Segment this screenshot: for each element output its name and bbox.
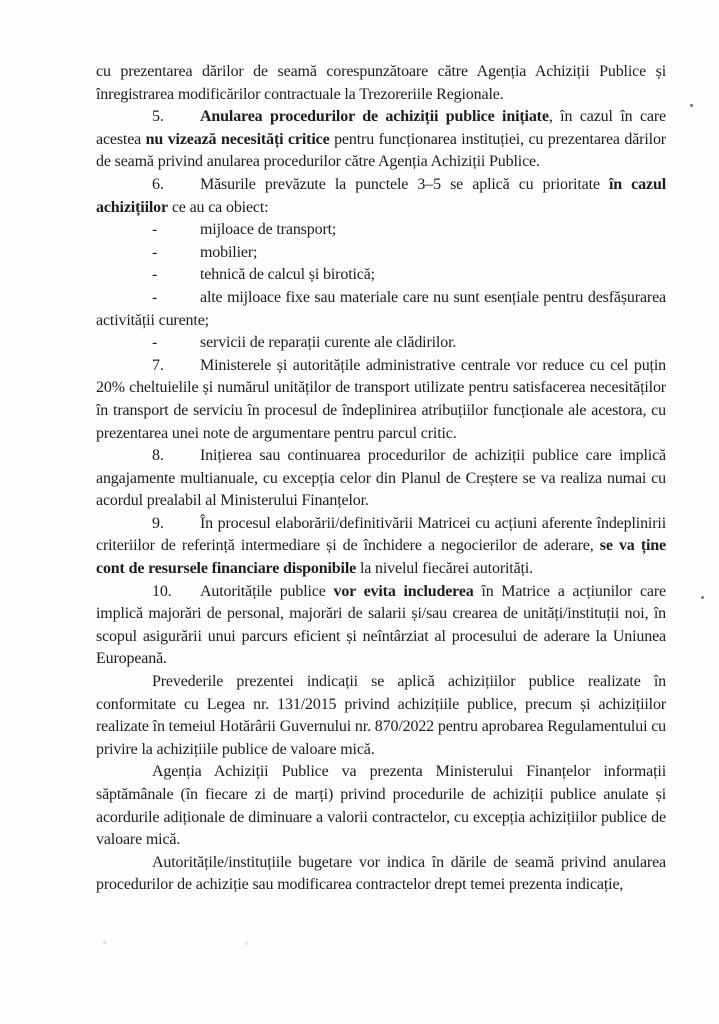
paragraph <box>96 852 666 897</box>
text-run: Măsurile prevăzute la punctele 3–5 se aplică cu prioritate <box>200 175 609 193</box>
text-run: , în cazul în care acestea <box>96 108 666 148</box>
text-run: Agenția Achiziții Publice va prezenta Ministerului Finanțelor informații săptămânale (în fiecare zi de marți) privind procedurile de achiziții publice anulate și acordurile adiționale de diminuare a valorii contractelor, cu excepția achizițiilor publice de valoare mică. <box>96 763 666 849</box>
text-run: tehnică de calcul și birotică; <box>200 266 375 284</box>
text-run: mobilier; <box>200 243 258 261</box>
list-dash: - <box>152 288 158 306</box>
text-run-bold: în cazul achizițiilor <box>96 175 666 216</box>
text-run: la nivelul fiecărei autorități. <box>356 560 533 578</box>
list-dash: - <box>152 221 158 239</box>
paragraph <box>96 174 666 219</box>
text-run-bold: nu vizează necesități critice <box>145 130 330 148</box>
text-run: mijloace de transport; <box>200 221 337 239</box>
document-body <box>96 61 666 897</box>
text-run-bold: Anularea procedurilor de achiziții publice inițiate <box>200 108 549 126</box>
paragraph-number: 9. <box>152 514 164 532</box>
list-item <box>96 264 666 287</box>
text-run: Autoritățile/instituțiile bugetare vor indica în dările de seamă privind anularea procedurilor de achiziție sau modificarea contractelor drept temei prezenta indicație, <box>96 853 666 894</box>
text-run-bold: vor evita includerea <box>333 582 474 600</box>
paragraph <box>96 106 666 174</box>
list-dash: - <box>152 243 158 261</box>
text-run: Prevederile prezentei indicații se aplică achizițiilor publice realizate în conformitate cu Legea nr. 131/2015 privind achizițiile publice, precum și achizițiilor realizate în temeiul Hotărârii Guvernului nr. 870/2022 pentru aprobarea Regulamentului cu privire la achizițiile publice de valoare mică. <box>96 673 667 758</box>
scan-speck <box>701 596 704 599</box>
text-run: în Matrice a acțiunilor care implică majorări de personal, majorări de salarii și/sau crearea de unități/instituții noi, în scopul asigurării unui parcurs eficient și neîntârziat al procesului de aderare la Uniunea Europeană. <box>96 582 666 668</box>
list-item <box>96 219 666 242</box>
list-dash: - <box>152 334 158 352</box>
scan-speck <box>690 104 693 107</box>
scan-speck <box>103 941 106 944</box>
text-run: pentru funcționarea instituției, cu prezentarea dărilor de seamă privind anularea procedurilor către Agenția Achiziții Publice. <box>96 130 666 171</box>
paragraph-number: 6. <box>152 175 164 193</box>
text-run: ce au ca obiect: <box>167 198 269 216</box>
text-run: Autoritățile publice <box>200 582 334 600</box>
list-dash: - <box>152 266 158 284</box>
paragraph <box>96 761 666 851</box>
text-run: Ministerele și autoritățile administrative centrale vor reduce cu cel puțin 20% cheltuielile și numărul unităților de transport utilizate pentru satisfacerea necesităților în transport de serviciu în procesul de îndeplinirea atribuțiilor funcționale ale acestora, cu prezentarea unei note de argumentare pentru parcul critic. <box>96 356 666 442</box>
text-run: servicii de reparații curente ale clădirilor. <box>200 334 457 352</box>
list-item <box>96 287 666 332</box>
paragraph <box>96 671 666 761</box>
paragraph <box>96 355 666 445</box>
text-run: cu prezentarea dărilor de seamă corespunzătoare către Agenția Achiziții Publice și înregistrarea modificărilor contractuale la Trezoreriile Regionale. <box>96 63 666 103</box>
paragraph-number: 10. <box>152 582 172 600</box>
list-item <box>96 242 666 265</box>
text-run: Inițierea sau continuarea procedurilor de achiziții publice care implică angajamente multianuale, cu excepția celor din Planul de Creștere se va realiza numai cu acordul prealabil al Ministerului Finanțelor. <box>96 447 666 510</box>
paragraph <box>96 581 666 671</box>
paragraph-number: 7. <box>152 356 164 374</box>
text-run-bold: se va ține cont de resursele financiare disponibile <box>96 537 667 578</box>
paragraph <box>96 513 666 581</box>
list-item <box>96 332 666 355</box>
text-run: În procesul elaborării/definitivării Matricei cu acțiuni aferente îndeplinirii criteriilor de referință intermediare și de închidere a negocierilor de aderare, <box>96 514 666 555</box>
paragraph <box>96 445 666 513</box>
paragraph-number: 8. <box>152 447 164 465</box>
text-run: alte mijloace fixe sau materiale care nu sunt esențiale pentru desfășurarea activității curente; <box>96 288 666 329</box>
paragraph <box>96 61 666 106</box>
paragraph-number: 5. <box>152 108 164 126</box>
scan-speck <box>245 942 248 945</box>
